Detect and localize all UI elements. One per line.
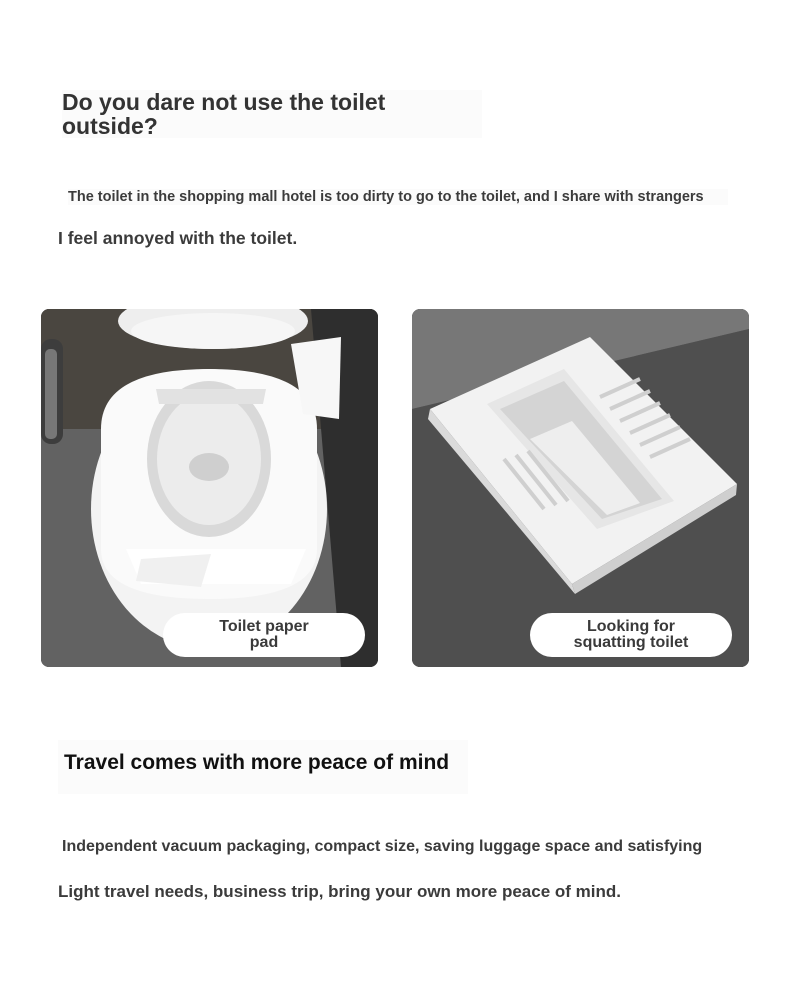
caption-line-1: Toilet paper (219, 618, 309, 635)
caption-pill-toilet-paper-pad (163, 613, 365, 657)
caption-line-2: pad (249, 634, 279, 651)
caption-line-2: squatting toilet (573, 634, 689, 651)
headline (62, 90, 482, 138)
section-title: Travel comes with more peace of mind (58, 740, 468, 794)
body-text-line-1: Independent vacuum packaging, compact size, saving luggage space and satisfying (62, 838, 703, 855)
caption-pill-squatting-toilet (530, 613, 732, 657)
headline-line-2: outside? (62, 113, 158, 139)
body-text-line-2: Light travel needs, business trip, bring your own more peace of mind. (58, 882, 621, 901)
intro-text-line-1: The toilet in the shopping mall hotel is too dirty to go to the toilet, and I share with strangers (68, 189, 728, 205)
headline-line-1: Do you dare not use the toilet (62, 89, 386, 115)
toilet-paper-pad-photo (41, 309, 378, 667)
caption-line-1: Looking for (587, 618, 675, 635)
squatting-toilet-photo (412, 309, 749, 667)
intro-text-line-2: I feel annoyed with the toilet. (58, 228, 298, 248)
